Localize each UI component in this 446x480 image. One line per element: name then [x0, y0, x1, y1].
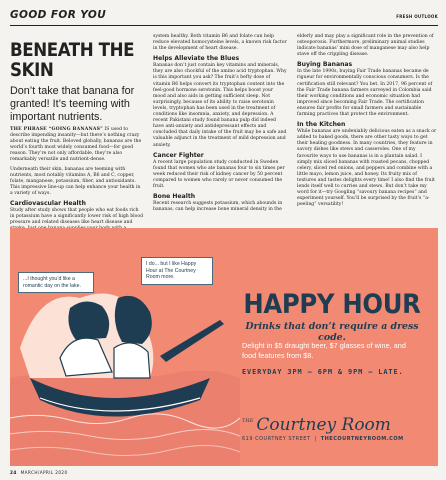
paragraph: Underneath their skin, bananas are teeming with nutrients, most notably vitamins A, B6 and C, copper, folate, manganese, potassium, fiber, and antioxidants. This impressive line-up can help enhance your health in a variety of ways. — [10, 166, 141, 196]
ad-url-link[interactable]: THECOURTNEYROOM.COM — [320, 436, 404, 442]
paragraph: A recent large population study conducted in Sweden found that women who ate bananas four to six times per week reduced their risk of kidney cancer by 50 percent compared to women who rarely or never consumed the fruit. — [153, 159, 285, 189]
ad-schedule: EVERYDAY 3PM – 6PM & 9PM – LATE. — [242, 368, 404, 376]
paragraph: Recent research suggests potassium, which abounds in bananas, can help increase bone mineral density in the — [153, 201, 283, 213]
ad-address-line — [242, 436, 432, 442]
publication-brand: FRESH OUTLOOK — [396, 14, 438, 19]
intro-paragraph — [10, 127, 144, 164]
paragraph: system healthy. Both vitamin B6 and folate can help reduce elevated homocysteine levels, a known risk factor in the development of heart disease. — [153, 34, 287, 52]
section-title: GOOD FOR YOU — [10, 9, 107, 21]
article-column-3 — [297, 34, 437, 208]
ad-offer-text: Delight in $5 draught beer, $7 glasses of wine, and food features from $8. — [242, 341, 406, 360]
subheading-blues: Helps Alleviate the Blues — [153, 55, 240, 63]
article-deck: Don’t take that banana for granted! It’s teeming with important nutrients. — [10, 85, 135, 123]
ad-title: HAPPY HOUR — [243, 289, 421, 320]
paragraph: elderly and may play a significant role in the prevention of osteoporosis. Furthermore, preliminary animal studies indicate bananas’ mini dose of manganese may also help stave off the crippling disease. — [297, 34, 434, 58]
logo-name: Courtney Room — [256, 415, 391, 435]
subheading-cancer: Cancer Fighter — [153, 151, 204, 159]
intro-rest: IS used to describe impending insanity—but there’s nothing crazy about eating the fruit. Beloved globally, bananas are the world’s fourth most widely consumed food—for good reason. They’re not only affordable, they’re also remarkably versatile and nutrient-dense. — [10, 127, 142, 163]
paragraph: Bananas don’t just contain key vitamins and minerals, they are also chockful of the amino acid tryptophan. Why is this important you ask? The fruit’s hefty dose of vitamin B6 helps convert its tryptophan content into the feel-good hormone serotonin. This helps boost your mood and also aids in getting sufficient sleep. Not surprisingly, because of its ability to raise serotonin levels, tryptophan has been used in the treatment of conditions like insomnia, anxiety, and depression. A recent Pakistani study found banana pulp did indeed have anti-anxiety and antidepressant effects and concluded that daily intake of the fruit may be a safe and valuable adjunct in the treatment of mild depression and anxiety. — [153, 63, 287, 148]
logo-the: THE — [242, 418, 254, 424]
happy-hour-ad[interactable] — [10, 228, 438, 466]
page-header — [10, 6, 438, 26]
ad-tagline: Drinks that don’t require a dress code. — [245, 321, 419, 343]
speech-bubble-right: I do... but I like Happy Hour at The Courtney Room more. — [141, 257, 213, 285]
subheading-buying: Buying Bananas — [297, 61, 353, 69]
subheading-cardiovascular: Cardiovascular Health — [10, 200, 86, 208]
intro-lead: THE PHRASE “GOING BANANAS” — [10, 127, 104, 132]
issue-date: MARCH/APRIL 2020 — [20, 470, 68, 475]
article-column-2 — [153, 34, 287, 213]
subheading-bone: Bone Health — [153, 193, 196, 201]
paragraph: In the late 1990s, buying Fair Trade bananas became de rigueur for environmentally conscious consumers. Is the certification still relevant? You bet. In 2017, 96 percent of the Fair Trade banana farmers surveyed in Colombia said their working conditions and economic situation had improved since becoming Fair Trade. The certification ensures fair profits for small farmers and sustainable farming practices that protect the environment. — [297, 69, 433, 118]
courtney-room-logo — [242, 415, 432, 435]
subheading-kitchen: In the Kitchen — [297, 121, 346, 129]
paragraph: Study after study shows that people who eat foods rich in potassium have a significantly lower risk of high blood pressure and related diseases like heart disease and — [10, 208, 144, 226]
ad-address: 619 COURTNEY STREET — [242, 436, 311, 442]
speech-bubble-left: ...I thought you’d like a romantic day on the lake. — [18, 272, 94, 293]
page-footer — [10, 470, 68, 475]
paragraph: While bananas are undeniably delicious eaten as a snack or added to baked goods, there are other tasty ways to get their healing goodness. In many countries, they feature in savory dishes like stews and casseroles. One of my favourite ways to use bananas is in a plantain salad. I simply mix sliced bananas with roasted pecans, chopped celery, sliced red onions, and peppers and combine with a little mayo, lemon juice, and honey. Its fruity mix of textures and tastes delights every time! I also find the fruit lends itself well to curries and stews. But don’t take my word for it—try Googling “savoury banana recipes” and experiment yourself. You’ll be surprised by the fruit’s “a-peeling” versatility! — [297, 129, 437, 208]
address-separator: | — [314, 436, 317, 442]
article-column-1 — [10, 34, 144, 251]
article-headline: BENEATH THE SKIN — [10, 40, 135, 81]
page-number: 24 — [10, 470, 17, 475]
